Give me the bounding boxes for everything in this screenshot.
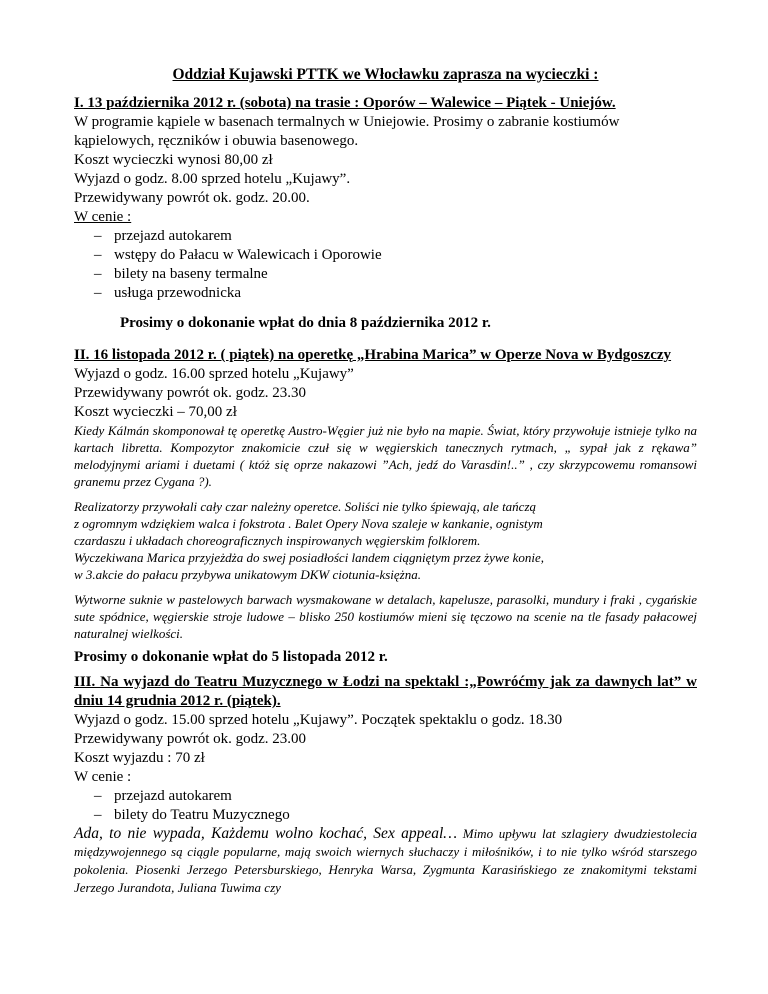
description-line: czardaszu i układach choreograficznych inspirowanych węgierskim folklorem. [74,533,481,548]
trip-1-payment-note: Prosimy o dokonanie wpłat do dnia 8 października 2012 r. [120,315,491,331]
trip-1-line: W programie kąpiele w basenach termalnych w Uniejowie. Prosimy o zabranie kostiumów kąpielowych, ręczników i obuwia basenowego. [74,114,620,149]
trip-2 [74,346,697,667]
trip-1-line: Przewidywany powrót ok. godz. 20.00. [74,190,310,206]
trip-3-line: Koszt wyjazdu : 70 zł [74,750,205,766]
trip-3-line: Wyjazd o godz. 15.00 sprzed hotelu „Kujawy”. Początek spektaklu o godz. 18.30 [74,712,563,728]
trip-2-line: Koszt wycieczki – 70,00 zł [74,404,237,420]
trip-2-line: Przewidywany powrót ok. godz. 23.30 [74,385,307,401]
list-item: – przejazd autokarem [94,788,232,804]
trip-1-line: Koszt wycieczki wynosi 80,00 zł [74,152,273,168]
description-line: Realizatorzy przywołali cały czar należny operetce. Soliści nie tylko śpiewają, ale tańczą [74,499,537,514]
list-item: – usługa przewodnicka [94,285,242,301]
dash-bullet: – [94,228,102,244]
description-line: z ogromnym wdziękiem walca i fokstrota . Balet Opery Nova szaleje w kankanie, ognistym [74,516,543,531]
list-item: – bilety na baseny termalne [94,266,268,282]
description-text: Mimo upływu lat szlagiery dwudziestolecia międzywojennego są ciągle popularne, mają swoich wiernych słuchaczy i miłośników, i to nie tylko wśród starszego pokolenia. Piosenki Jerzego Petersburskiego, Henryka Warsa, Zygmunta Karasińskiego ze znakomitymi tekstami Jerzego Jurandota, Juliana Tuwima czy [74,826,697,895]
song-titles: Ada, to nie wypada, Każdemu wolno kochać, Sex appeal… [74,825,458,842]
dash-bullet: – [94,807,102,823]
trip-3-heading: III. Na wyjazd do Teatru Muzycznego w Łodzi na spektakl :„Powróćmy jak za dawnych lat” w dniu 14 grudnia 2012 r. (piątek). [74,674,697,709]
description-line: w 3.akcie do pałacu przybywa unikatowym DKW ciotunia-księżna. [74,567,421,582]
trip-3-included-list [74,787,697,825]
trip-3-line: Przewidywany powrót ok. godz. 23.00 [74,731,307,747]
list-item: – przejazd autokarem [94,228,232,244]
list-item: – bilety do Teatru Muzycznego [94,807,290,823]
trip-2-heading: II. 16 listopada 2012 r. ( piątek) na operetkę „Hrabina Marica” w Operze Nova w Bydgoszczy [74,347,672,363]
dash-bullet: – [94,788,102,804]
trip-3 [74,673,697,897]
trip-2-line: Wyjazd o godz. 16.00 sprzed hotelu „Kujawy” [74,366,354,382]
trip-1-heading: I. 13 października 2012 r. (sobota) na trasie : Oporów – Walewice – Piątek - Uniejów. [74,95,616,111]
trip-2-description-3: Wytworne suknie w pastelowych barwach wysmakowane w detalach, kapelusze, parasolki, mundury i fraki , cygańskie sute spódnice, węgierskie stroje ludowe – blisko 250 kostiumów mieni się tęczowo na scenie na tle fasady pałacowej naturalnej wielkości. [74,592,697,641]
trip-1-included-list [74,227,697,303]
document-page [74,66,697,897]
dash-bullet: – [94,266,102,282]
trip-1-price-label: W cenie : [74,209,132,225]
page-title: Oddział Kujawski PTTK we Włocławku zaprasza na wycieczki : [172,66,599,83]
trip-2-description-1: Kiedy Kálmán skomponował tę operetkę Austro-Węgier już nie było na mapie. Świat, który przywołuje istnieje tylko na kartach libretta. Kompozytor znakomicie czuł się w węgierskich tanecznych rytmach, „ sypał jak z rękawa” melodyjnymi ariami i duetami ( któż się oprze nakazowi ”Ach, jedź do Varasdin!..” , czy skrzypcowemu romansowi granemu przez Cygana ?). [74,423,697,489]
description-line: Wyczekiwana Marica przyjeżdża do swej posiadłości landem ciągniętym przez żywe konie, [74,550,544,565]
trip-2-description-2 [74,498,697,583]
trip-1-line: Wyjazd o godz. 8.00 sprzed hotelu „Kujawy”. [74,171,351,187]
trip-3-description [74,825,697,897]
dash-bullet: – [94,285,102,301]
trip-3-line: W cenie : [74,769,132,785]
trip-2-payment-note: Prosimy o dokonanie wpłat do 5 listopada 2012 r. [74,649,388,665]
list-item: – wstępy do Pałacu w Walewicach i Oporowie [94,247,382,263]
trip-1 [74,94,697,332]
dash-bullet: – [94,247,102,263]
